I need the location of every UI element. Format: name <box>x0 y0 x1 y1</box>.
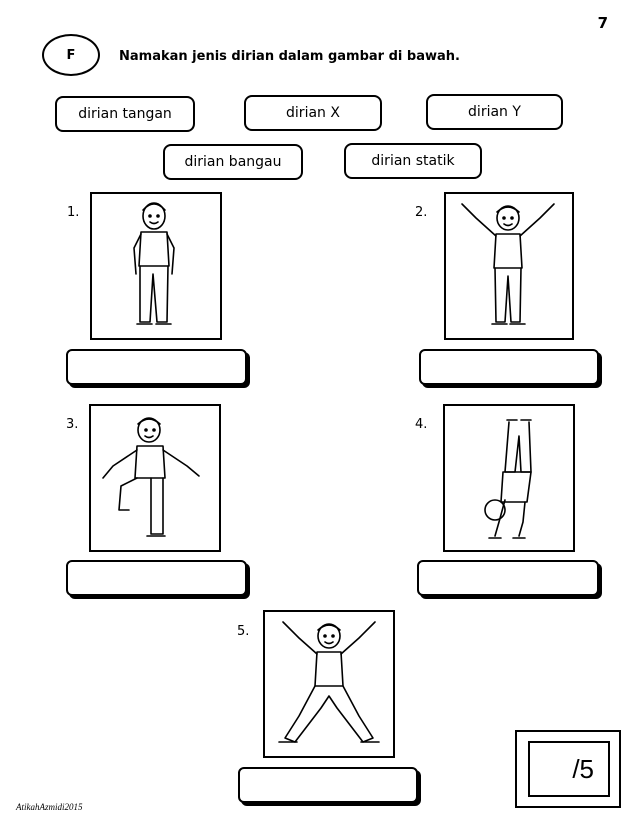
handstand-figure-illustration <box>445 406 573 550</box>
question-number: 2. <box>415 205 428 220</box>
question-number: 1. <box>67 205 80 220</box>
section-label <box>42 34 100 76</box>
pose-image-2 <box>444 192 574 340</box>
pose-image-5 <box>263 610 395 758</box>
word-bank-item: dirian bangau <box>163 144 303 180</box>
answer-box-4[interactable] <box>417 560 599 596</box>
word-bank-item: dirian X <box>244 95 382 131</box>
question-number: 5. <box>237 624 250 639</box>
question-number: 3. <box>66 417 79 432</box>
one-leg-figure-illustration <box>91 406 219 550</box>
star-figure-illustration <box>265 612 393 756</box>
section-letter: F <box>66 47 76 63</box>
answer-box-2[interactable] <box>419 349 599 385</box>
pose-image-3 <box>89 404 221 552</box>
word-bank-item: dirian statik <box>344 143 482 179</box>
pose-image-1 <box>90 192 222 340</box>
answer-box-5[interactable] <box>238 767 418 803</box>
word-bank-item: dirian tangan <box>55 96 195 132</box>
instruction-text: Namakan jenis dirian dalam gambar di bawah. <box>119 49 460 64</box>
pose-image-4 <box>443 404 575 552</box>
score-text: /5 <box>572 753 594 784</box>
standing-figure-illustration <box>92 194 220 338</box>
page-number: 7 <box>597 14 608 32</box>
question-number: 4. <box>415 417 428 432</box>
answer-box-3[interactable] <box>66 560 247 596</box>
answer-box-1[interactable] <box>66 349 247 385</box>
word-bank-item: dirian Y <box>426 94 563 130</box>
author-credit: AtikahAzmidi2015 <box>16 802 83 812</box>
arms-raised-figure-illustration <box>446 194 572 338</box>
score-box <box>528 741 610 797</box>
